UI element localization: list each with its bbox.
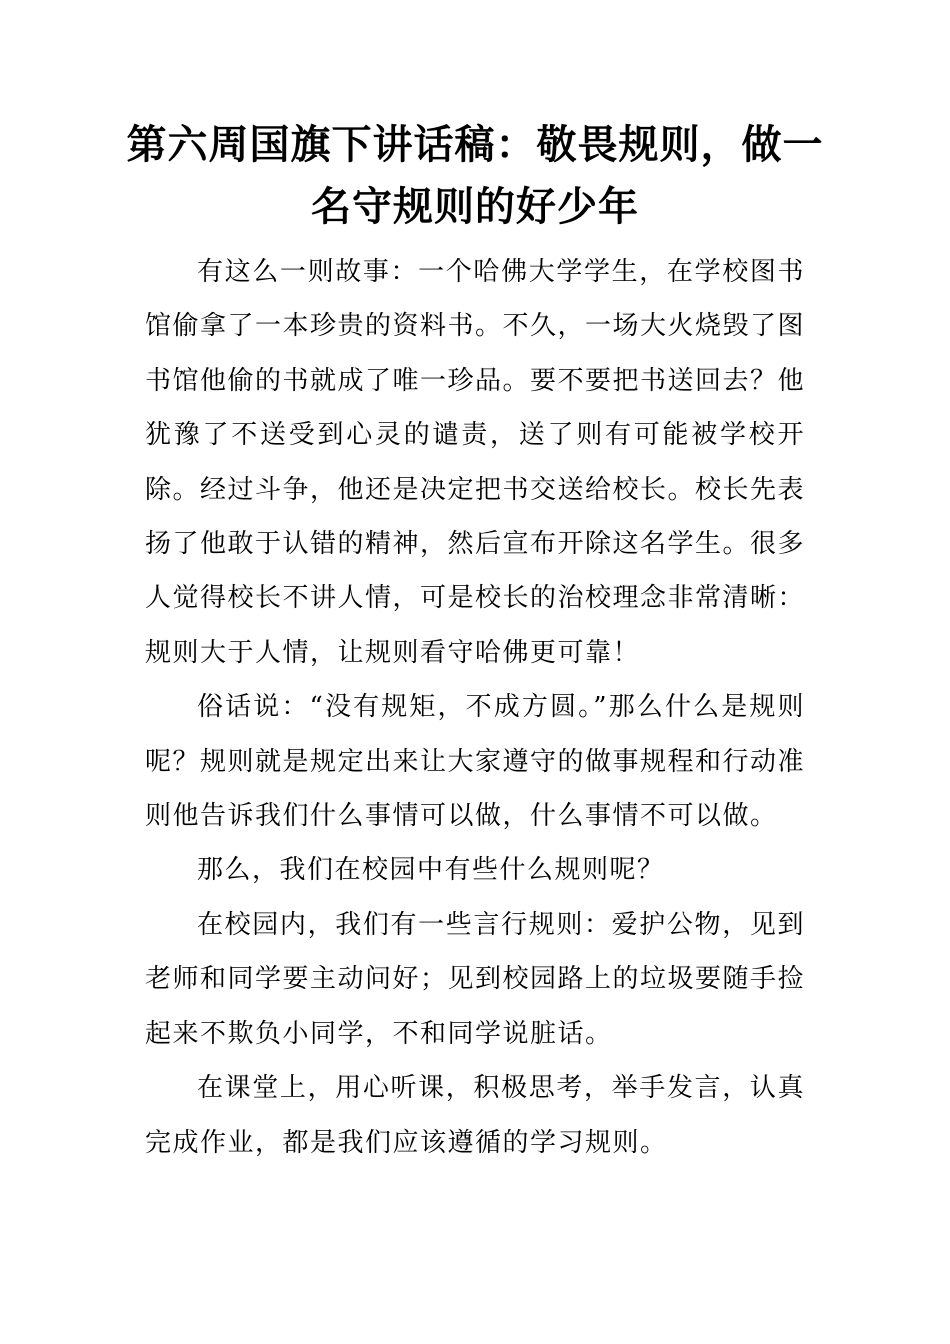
title-line-1: 第六周国旗下讲话稿：敬畏规则，做一 xyxy=(126,122,824,168)
document-title xyxy=(120,114,830,238)
document-body xyxy=(145,245,805,1170)
paragraph-campus-rules-question: 那么，我们在校园中有些什么规则呢？ xyxy=(197,855,665,886)
paragraph-story: 有这么一则故事：一个哈佛大学学生，在学校图书馆偷拿了一本珍贵的资料书。不久，一场大火烧毁了图书馆他偷的书就成了唯一珍品。要不要把书送回去？他犹豫了不送受到心灵的谴责，送了则有可能被学校开除。经过斗争，他还是决定把书交送给校长。校长先表扬了他敢于认错的精神，然后宣布开除这名学生。很多人觉得校长不讲人情，可是校长的治校理念非常清晰：规则大于人情，让规则看守哈佛更可靠！ xyxy=(145,257,806,668)
paragraph-classroom-rules: 在课堂上，用心听课，积极思考，举手发言，认真完成作业，都是我们应该遵循的学习规则。 xyxy=(145,1073,805,1158)
paragraph-behavior-rules: 在校园内，我们有一些言行规则：爱护公物，见到老师和同学要主动问好；见到校园路上的垃圾要随手捡起来不欺负小同学，不和同学说脏话。 xyxy=(145,909,806,1049)
title-line-2: 名守规则的好少年 xyxy=(311,184,639,230)
paragraph-what-are-rules: 俗话说：“没有规矩，不成方圆。”那么什么是规则呢？规则就是规定出来让大家遵守的做事规程和行动准则他告诉我们什么事情可以做，什么事情不可以做。 xyxy=(145,692,806,832)
